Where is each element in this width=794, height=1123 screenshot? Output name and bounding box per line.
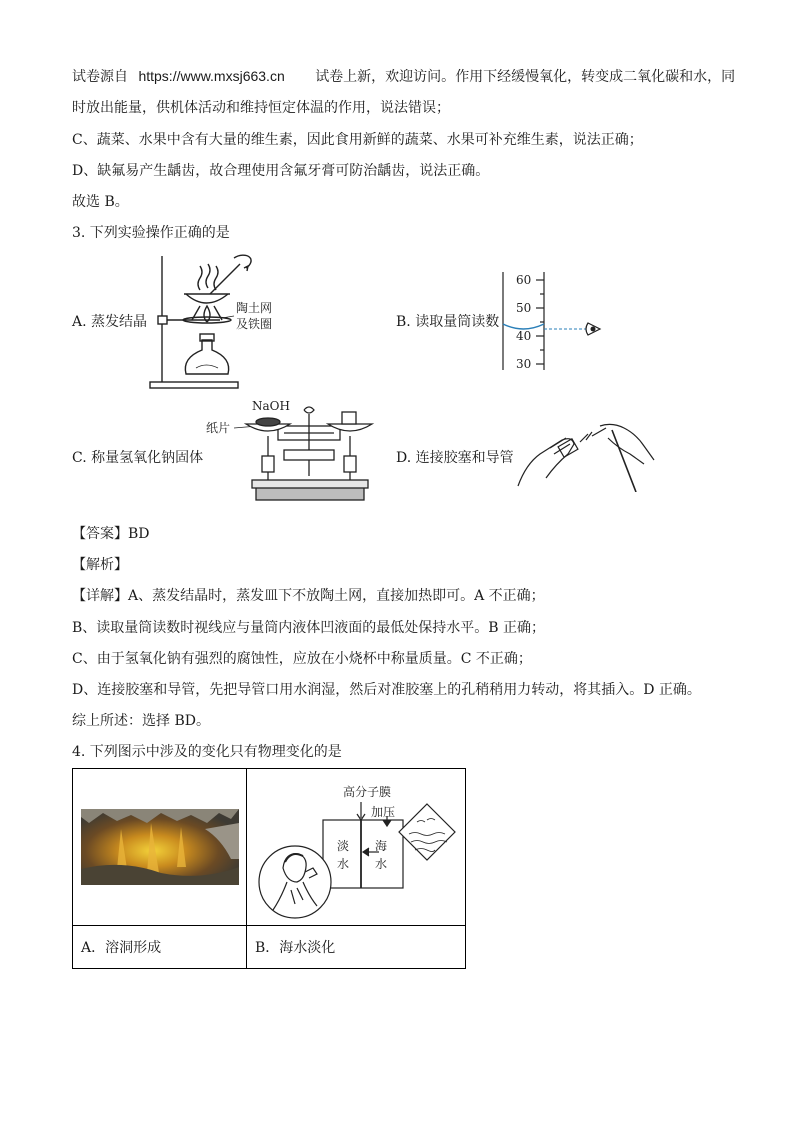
stopper-tube-figure — [516, 420, 658, 492]
desalination-diagram — [247, 772, 465, 922]
detail-d-line: D、连接胶塞和导管，先把导管口用水润湿，然后对准胶塞上的孔稍稍用力转动，将其插入。D 正确。 — [72, 682, 701, 698]
pressure-label: 加压 — [371, 805, 396, 819]
fresh-water-label-2: 水 — [337, 857, 350, 871]
text-line-5: 故选 B。 — [72, 194, 129, 210]
tick-label: 60 — [516, 273, 532, 287]
question-4-title: 4. 下列图示中涉及的变化只有物理变化的是 — [72, 744, 342, 760]
option-d-label: D. 连接胶塞和导管 — [396, 450, 514, 466]
text-line-2: 时放出能量，供机体活动和维持恒定体温的作用，说法错误； — [72, 100, 450, 116]
tick-label: 40 — [516, 329, 532, 343]
tick-label: 30 — [516, 357, 532, 371]
caption-a: A．溶洞形成 — [73, 926, 247, 969]
paper-label: 纸片 — [206, 421, 231, 435]
source-label: 试卷源自 — [72, 69, 128, 85]
summary-line: 综上所述：选择 BD。 — [72, 713, 210, 729]
balance-figure — [204, 396, 380, 512]
sea-water-label-1: 海 — [375, 839, 388, 853]
evaporation-apparatus-figure — [148, 250, 288, 392]
source-notice: 试卷上新，欢迎访问。 — [315, 69, 456, 85]
detail-c-line: C、由于氢氧化钠有强烈的腐蚀性，应放在小烧杯中称量质量。C 不正确； — [72, 651, 532, 667]
text-line-3: C、蔬菜、水果中含有大量的维生素，因此食用新鲜的蔬菜、水果可补充维生素，说法正确； — [72, 132, 643, 148]
question-4-table — [72, 768, 466, 969]
caption-b: B．海水淡化 — [247, 926, 466, 969]
tick-label: 50 — [516, 301, 532, 315]
header-line — [72, 66, 735, 87]
source-url[interactable]: https://www.mxsj663.cn — [138, 68, 285, 84]
fresh-water-label-1: 淡 — [337, 839, 350, 853]
text-line-4: D、缺氟易产生龋齿，故合理使用含氟牙膏可防治龋齿，说法正确。 — [72, 163, 490, 179]
graduated-cylinder-figure — [498, 268, 610, 372]
cave-image — [81, 809, 239, 885]
option-b-label: B. 读取量筒读数 — [396, 314, 500, 330]
analysis-heading: 【解析】 — [72, 557, 128, 573]
membrane-label: 高分子膜 — [343, 785, 392, 799]
desalination-image-cell — [247, 769, 466, 926]
answer-line: 【答案】BD — [72, 526, 150, 542]
question-3-title: 3. 下列实验操作正确的是 — [72, 225, 230, 241]
option-c-label: C. 称量氢氧化钠固体 — [72, 450, 204, 466]
detail-b-line: B、读取量筒读数时视线应与量筒内液体凹液面的最低处保持水平。B 正确； — [72, 620, 546, 636]
option-a-label: A. 蒸发结晶 — [72, 314, 148, 330]
text-line-1: 作用下经缓慢氧化，转变成二氧化碳和水，同 — [455, 69, 736, 85]
detail-tag: 【详解】 — [72, 588, 128, 604]
gauze-label: 陶土网 — [236, 301, 273, 315]
ring-label: 及铁圈 — [236, 317, 273, 331]
cave-image-cell — [73, 769, 247, 926]
detail-a-line — [72, 586, 545, 606]
naoh-label: NaOH — [252, 399, 290, 413]
detail-a-text: A、蒸发结晶时，蒸发皿下不放陶土网，直接加热即可。A 不正确； — [128, 588, 545, 604]
sea-water-label-2: 水 — [375, 857, 388, 871]
